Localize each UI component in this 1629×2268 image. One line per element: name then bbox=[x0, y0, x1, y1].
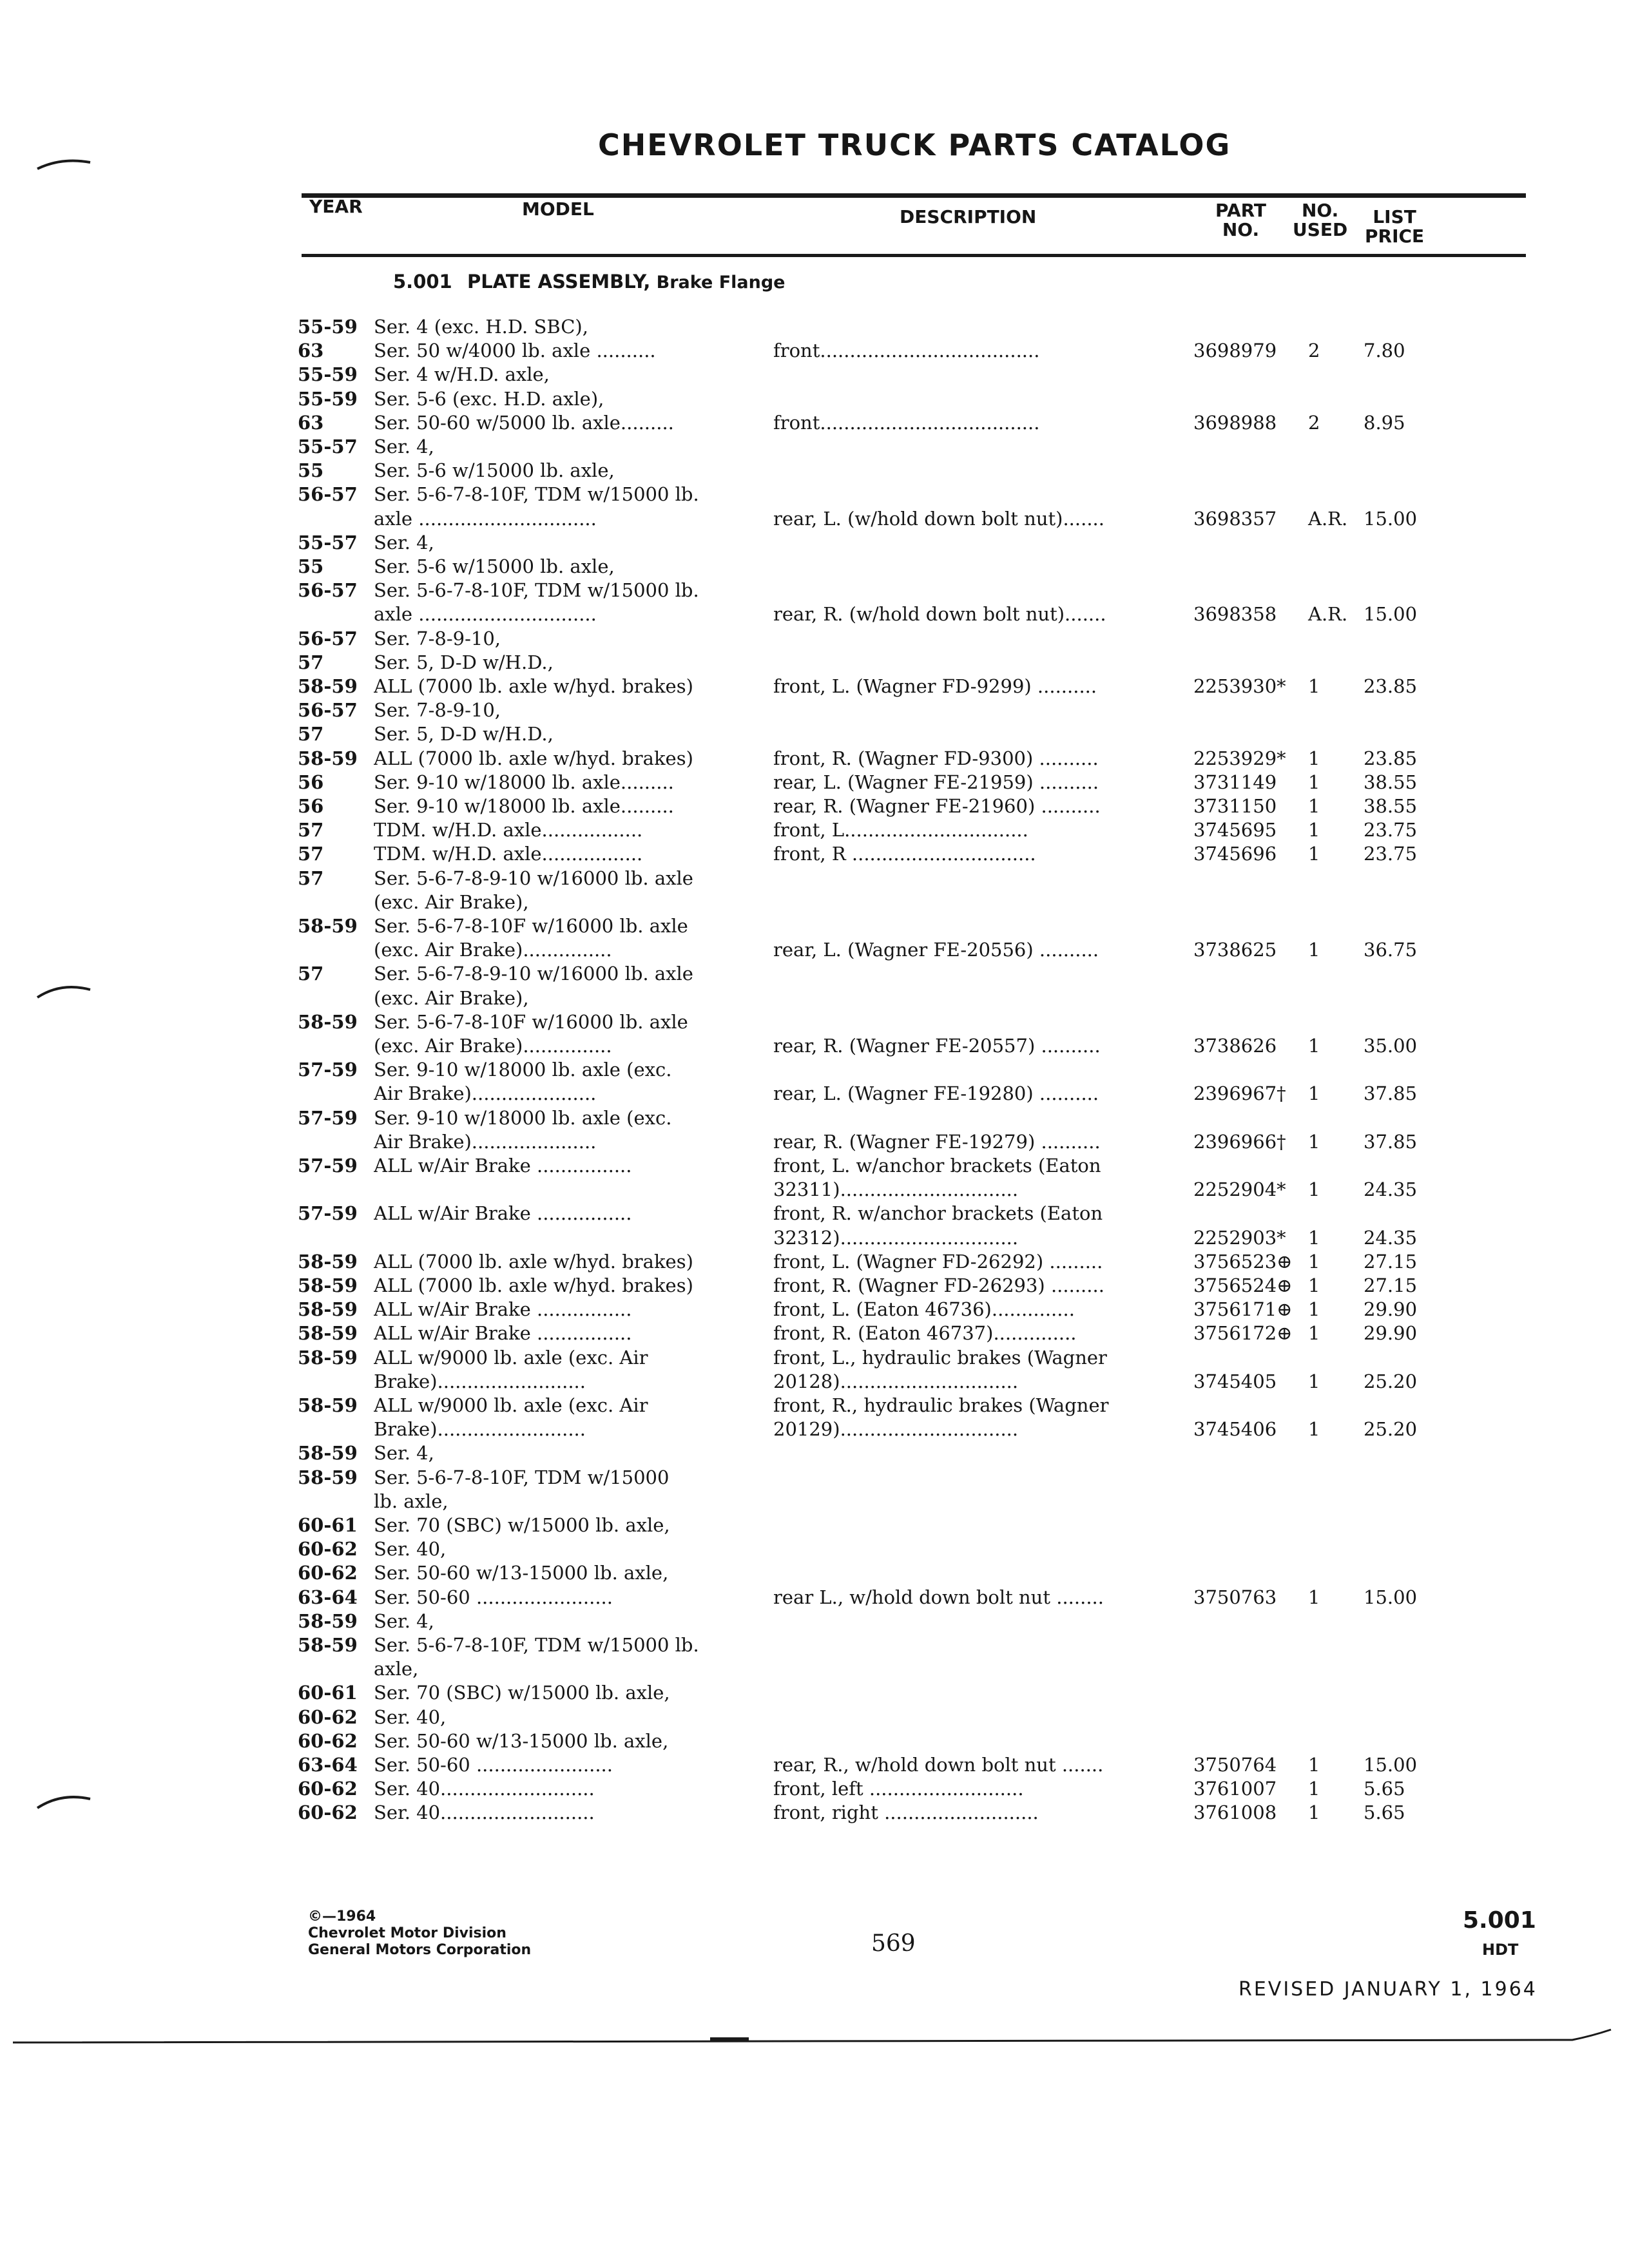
year-cell: 58-59 bbox=[298, 1442, 358, 1465]
year-cell: 55-57 bbox=[298, 531, 358, 553]
description-cell: front, L. (Wagner FD-26292) ......... bbox=[773, 1250, 1103, 1273]
model-cell: Ser. 50-60 ....................... bbox=[374, 1586, 613, 1608]
part-number-cell: 2396967† bbox=[1193, 1082, 1286, 1105]
year-cell: 60-62 bbox=[298, 1538, 358, 1561]
model-cell: Ser. 9-10 w/18000 lb. axle......... bbox=[374, 771, 674, 793]
year-cell: 55-59 bbox=[298, 363, 358, 386]
description-cell: rear, R. (Wagner FE-21960) .......... bbox=[773, 795, 1101, 817]
year-cell: 60-61 bbox=[298, 1514, 358, 1536]
model-cell: Ser. 7-8-9-10, bbox=[374, 699, 501, 722]
year-cell: 58-59 bbox=[298, 1322, 358, 1345]
description-cell: rear, R. (Wagner FE-20557) .......... bbox=[773, 1035, 1101, 1057]
year-cell: 57-59 bbox=[298, 1155, 358, 1177]
part-number-cell: 3698979 bbox=[1193, 340, 1277, 362]
year-cell: 58-59 bbox=[298, 1250, 358, 1273]
list-price-cell: 24.35 bbox=[1364, 1178, 1418, 1201]
list-price-cell: 23.85 bbox=[1364, 675, 1418, 697]
year-cell: 57-59 bbox=[298, 1202, 358, 1225]
list-price-cell: 29.90 bbox=[1364, 1322, 1418, 1345]
list-price-cell: 5.65 bbox=[1364, 1802, 1405, 1824]
year-cell: 58-59 bbox=[298, 1010, 358, 1033]
year-cell: 56-57 bbox=[298, 483, 358, 506]
model-cell: Ser. 5, D-D w/H.D., bbox=[374, 723, 554, 745]
col-header-part-line2: NO. bbox=[1222, 219, 1260, 240]
year-cell: 63 bbox=[298, 411, 324, 434]
part-number-cell: 3756523⊕ bbox=[1193, 1250, 1293, 1273]
model-cell: Ser. 5-6-7-8-10F, TDM w/15000 bbox=[374, 1466, 670, 1488]
year-cell: 58-59 bbox=[298, 1634, 358, 1656]
description-cell: front..................................... bbox=[773, 340, 1040, 362]
model-cell: Ser. 9-10 w/18000 lb. axle (exc. bbox=[374, 1106, 672, 1129]
model-cell: Ser. 50-60 w/13-15000 lb. axle, bbox=[374, 1729, 669, 1752]
margin-mark-middle bbox=[37, 987, 90, 997]
model-cell: ALL w/Air Brake ................ bbox=[374, 1322, 632, 1345]
description-cell: front, right .......................... bbox=[773, 1802, 1039, 1824]
footer-code: HDT bbox=[1482, 1941, 1519, 1959]
year-cell: 58-59 bbox=[298, 1466, 358, 1488]
description-cell: rear, L. (Wagner FE-21959) .......... bbox=[773, 771, 1099, 793]
col-header-used-line2: USED bbox=[1293, 219, 1348, 240]
number-used-cell: 1 bbox=[1308, 1035, 1320, 1057]
description-cell: 32312).............................. bbox=[773, 1226, 1019, 1249]
model-cell: ALL w/9000 lb. axle (exc. Air bbox=[374, 1394, 648, 1416]
number-used-cell: 1 bbox=[1308, 843, 1320, 865]
year-cell: 58-59 bbox=[298, 1610, 358, 1632]
list-price-cell: 23.75 bbox=[1364, 843, 1418, 865]
description-cell: rear, R. (w/hold down bolt nut)....... bbox=[773, 603, 1106, 626]
col-header-description: DESCRIPTION bbox=[900, 206, 1037, 227]
list-price-cell: 38.55 bbox=[1364, 771, 1418, 793]
model-cell: Ser. 5-6-7-8-9-10 w/16000 lb. axle bbox=[374, 867, 693, 889]
part-number-cell: 3750764 bbox=[1193, 1754, 1277, 1776]
year-cell: 57-59 bbox=[298, 1106, 358, 1129]
model-cell: Ser. 4, bbox=[374, 1442, 434, 1465]
year-cell: 60-61 bbox=[298, 1682, 358, 1704]
page-number: 569 bbox=[871, 1930, 916, 1957]
part-number-cell: 3756524⊕ bbox=[1193, 1274, 1293, 1296]
part-number-cell: 3745696 bbox=[1193, 843, 1277, 865]
number-used-cell: 1 bbox=[1308, 1802, 1320, 1824]
footer-section-number: 5.001 bbox=[1463, 1907, 1536, 1934]
model-cell: Ser. 50-60 w/5000 lb. axle......... bbox=[374, 411, 674, 434]
model-cell: Ser. 40.......................... bbox=[374, 1778, 595, 1800]
model-cell: axle .............................. bbox=[374, 507, 597, 530]
year-cell: 58-59 bbox=[298, 675, 358, 697]
model-cell: axle, bbox=[374, 1658, 419, 1680]
list-price-cell: 15.00 bbox=[1364, 507, 1418, 530]
part-number-cell: 2253929* bbox=[1193, 747, 1286, 769]
year-cell: 57 bbox=[298, 819, 324, 841]
year-cell: 58-59 bbox=[298, 915, 358, 937]
description-cell: 20128).............................. bbox=[773, 1370, 1019, 1392]
description-cell: front, L. w/anchor brackets (Eaton bbox=[773, 1155, 1101, 1177]
part-number-cell: 3761007 bbox=[1193, 1778, 1277, 1800]
page-bottom-rule bbox=[13, 2030, 1611, 2042]
year-cell: 57 bbox=[298, 867, 324, 889]
footer-copyright: ©—1964 bbox=[308, 1908, 376, 1925]
part-number-cell: 3756171⊕ bbox=[1193, 1298, 1293, 1321]
year-cell: 60-62 bbox=[298, 1706, 358, 1728]
model-cell: Ser. 5-6-7-8-10F w/16000 lb. axle bbox=[374, 1010, 688, 1033]
number-used-cell: 1 bbox=[1308, 1298, 1320, 1321]
col-header-year: YEAR bbox=[309, 196, 363, 217]
number-used-cell: 1 bbox=[1308, 747, 1320, 769]
part-number-cell: 3738626 bbox=[1193, 1035, 1277, 1057]
model-cell: ALL w/Air Brake ................ bbox=[374, 1298, 632, 1321]
year-cell: 57-59 bbox=[298, 1059, 358, 1081]
model-cell: ALL w/9000 lb. axle (exc. Air bbox=[374, 1346, 648, 1369]
catalog-title: CHEVROLET TRUCK PARTS CATALOG bbox=[598, 128, 1231, 162]
margin-mark-top bbox=[37, 161, 90, 169]
list-price-cell: 7.80 bbox=[1364, 340, 1405, 362]
year-cell: 60-62 bbox=[298, 1802, 358, 1824]
year-cell: 58-59 bbox=[298, 1394, 358, 1416]
part-number-cell: 3745405 bbox=[1193, 1370, 1277, 1392]
list-price-cell: 37.85 bbox=[1364, 1130, 1418, 1153]
year-cell: 63-64 bbox=[298, 1754, 358, 1776]
model-cell: Air Brake)..................... bbox=[374, 1130, 597, 1153]
model-cell: Ser. 5-6-7-8-10F, TDM w/15000 lb. bbox=[374, 1634, 699, 1656]
model-cell: Ser. 5, D-D w/H.D., bbox=[374, 651, 554, 673]
part-number-cell: 3731149 bbox=[1193, 771, 1277, 793]
description-cell: rear, R., w/hold down bolt nut ....... bbox=[773, 1754, 1104, 1776]
model-cell: lb. axle, bbox=[374, 1490, 448, 1512]
part-number-cell: 3745695 bbox=[1193, 819, 1277, 841]
model-cell: Ser. 4 w/H.D. axle, bbox=[374, 363, 550, 386]
model-cell: Ser. 5-6-7-8-10F, TDM w/15000 lb. bbox=[374, 483, 699, 506]
description-cell: front, L., hydraulic brakes (Wagner bbox=[773, 1346, 1107, 1369]
model-cell: Ser. 5-6-7-8-10F, TDM w/15000 lb. bbox=[374, 579, 699, 602]
number-used-cell: 1 bbox=[1308, 1778, 1320, 1800]
model-cell: Ser. 50-60 w/13-15000 lb. axle, bbox=[374, 1562, 669, 1584]
model-cell: Ser. 4 (exc. H.D. SBC), bbox=[374, 316, 588, 338]
col-header-part-line1: PART bbox=[1215, 200, 1267, 221]
margin-mark-bottom bbox=[37, 1797, 90, 1808]
number-used-cell: 1 bbox=[1308, 1250, 1320, 1273]
number-used-cell: 1 bbox=[1308, 795, 1320, 817]
model-cell: ALL (7000 lb. axle w/hyd. brakes) bbox=[374, 675, 693, 697]
year-cell: 56 bbox=[298, 795, 324, 817]
year-cell: 57 bbox=[298, 843, 324, 865]
footer-corporation: General Motors Corporation bbox=[308, 1942, 532, 1958]
year-cell: 60-62 bbox=[298, 1729, 358, 1752]
model-cell: (exc. Air Brake)............... bbox=[374, 1035, 612, 1057]
year-cell: 56 bbox=[298, 771, 324, 793]
year-cell: 63 bbox=[298, 340, 324, 362]
model-cell: Ser. 50-60 ....................... bbox=[374, 1754, 613, 1776]
model-cell: Ser. 9-10 w/18000 lb. axle (exc. bbox=[374, 1059, 672, 1081]
description-cell: front, R. (Wagner FD-9300) .......... bbox=[773, 747, 1099, 769]
list-price-cell: 27.15 bbox=[1364, 1250, 1418, 1273]
year-cell: 60-62 bbox=[298, 1562, 358, 1584]
description-cell: front, R ............................... bbox=[773, 843, 1036, 865]
description-cell: front..................................... bbox=[773, 411, 1040, 434]
number-used-cell: 1 bbox=[1308, 1322, 1320, 1345]
model-cell: Ser. 4, bbox=[374, 531, 434, 553]
list-price-cell: 23.85 bbox=[1364, 747, 1418, 769]
description-cell: front, L. (Eaton 46736).............. bbox=[773, 1298, 1075, 1321]
year-cell: 57 bbox=[298, 723, 324, 745]
footer-division: Chevrolet Motor Division bbox=[308, 1925, 506, 1941]
description-cell: front, left .......................... bbox=[773, 1778, 1024, 1800]
list-price-cell: 37.85 bbox=[1364, 1082, 1418, 1105]
model-cell: Ser. 4, bbox=[374, 1610, 434, 1632]
col-header-used-line1: NO. bbox=[1302, 200, 1339, 221]
list-price-cell: 38.55 bbox=[1364, 795, 1418, 817]
year-cell: 63-64 bbox=[298, 1586, 358, 1608]
list-price-cell: 5.65 bbox=[1364, 1778, 1405, 1800]
number-used-cell: 1 bbox=[1308, 771, 1320, 793]
number-used-cell: 1 bbox=[1308, 1754, 1320, 1776]
year-cell: 56-57 bbox=[298, 699, 358, 722]
model-cell: Ser. 70 (SBC) w/15000 lb. axle, bbox=[374, 1682, 670, 1704]
list-price-cell: 36.75 bbox=[1364, 939, 1418, 961]
part-number-cell: 3761008 bbox=[1193, 1802, 1277, 1824]
description-cell: front, R. (Wagner FD-26293) ......... bbox=[773, 1274, 1104, 1296]
model-cell: (exc. Air Brake), bbox=[374, 986, 529, 1009]
number-used-cell: 2 bbox=[1308, 411, 1320, 434]
year-cell: 57 bbox=[298, 963, 324, 985]
number-used-cell: 1 bbox=[1308, 819, 1320, 841]
section-subname: Brake Flange bbox=[656, 273, 786, 293]
model-cell: ALL (7000 lb. axle w/hyd. brakes) bbox=[374, 1250, 693, 1273]
year-cell: 55 bbox=[298, 555, 324, 577]
description-cell: front, R. (Eaton 46737).............. bbox=[773, 1322, 1077, 1345]
model-cell: Ser. 50 w/4000 lb. axle .......... bbox=[374, 340, 656, 362]
part-number-cell: 2252904* bbox=[1193, 1178, 1286, 1201]
model-cell: Ser. 70 (SBC) w/15000 lb. axle, bbox=[374, 1514, 670, 1536]
section-number: 5.001 bbox=[393, 271, 452, 293]
model-cell: Ser. 5-6 w/15000 lb. axle, bbox=[374, 555, 615, 577]
model-cell: Ser. 4, bbox=[374, 436, 434, 457]
year-cell: 57 bbox=[298, 651, 324, 673]
description-cell: front, R., hydraulic brakes (Wagner bbox=[773, 1394, 1109, 1416]
number-used-cell: 1 bbox=[1308, 1178, 1320, 1201]
model-cell: ALL (7000 lb. axle w/hyd. brakes) bbox=[374, 747, 693, 769]
part-number-cell: 2396966† bbox=[1193, 1130, 1286, 1153]
year-cell: 55-57 bbox=[298, 436, 358, 457]
model-cell: Ser. 5-6-7-8-9-10 w/16000 lb. axle bbox=[374, 963, 693, 985]
year-cell: 56-57 bbox=[298, 627, 358, 649]
list-price-cell: 35.00 bbox=[1364, 1035, 1418, 1057]
model-cell: (exc. Air Brake)............... bbox=[374, 939, 612, 961]
col-header-price-line2: PRICE bbox=[1365, 226, 1425, 247]
description-cell: front, R. w/anchor brackets (Eaton bbox=[773, 1202, 1103, 1225]
part-number-cell: 3731150 bbox=[1193, 795, 1277, 817]
year-cell: 55 bbox=[298, 459, 324, 482]
revised-date: REVISED JANUARY 1, 1964 bbox=[1239, 1978, 1537, 2001]
year-cell: 58-59 bbox=[298, 1274, 358, 1296]
list-price-cell: 15.00 bbox=[1364, 1586, 1418, 1608]
col-header-price-line1: LIST bbox=[1373, 206, 1416, 227]
section-name: PLATE ASSEMBLY, bbox=[467, 271, 651, 293]
number-used-cell: 1 bbox=[1308, 1586, 1320, 1608]
part-number-cell: 2252903* bbox=[1193, 1226, 1286, 1249]
model-cell: ALL (7000 lb. axle w/hyd. brakes) bbox=[374, 1274, 693, 1296]
model-cell: axle .............................. bbox=[374, 603, 597, 626]
year-cell: 55-59 bbox=[298, 316, 358, 338]
model-cell: Ser. 5-6 w/15000 lb. axle, bbox=[374, 459, 615, 482]
part-number-cell: 3698358 bbox=[1193, 603, 1277, 626]
year-cell: 58-59 bbox=[298, 1346, 358, 1369]
model-cell: Ser. 40, bbox=[374, 1538, 447, 1561]
description-cell: front, L. (Wagner FD-9299) .......... bbox=[773, 675, 1097, 697]
list-price-cell: 15.00 bbox=[1364, 603, 1418, 626]
model-cell: Ser. 9-10 w/18000 lb. axle......... bbox=[374, 795, 674, 817]
number-used-cell: 1 bbox=[1308, 1370, 1320, 1392]
list-price-cell: 24.35 bbox=[1364, 1226, 1418, 1249]
model-cell: Ser. 40, bbox=[374, 1706, 447, 1728]
col-header-model: MODEL bbox=[522, 198, 594, 220]
model-cell: Brake)......................... bbox=[374, 1370, 586, 1392]
year-cell: 56-57 bbox=[298, 579, 358, 602]
list-price-cell: 15.00 bbox=[1364, 1754, 1418, 1776]
model-cell: ALL w/Air Brake ................ bbox=[374, 1202, 632, 1225]
part-number-cell: 3698357 bbox=[1193, 507, 1277, 530]
part-number-cell: 3738625 bbox=[1193, 939, 1277, 961]
model-cell: Ser. 7-8-9-10, bbox=[374, 627, 501, 649]
description-cell: front, L............................... bbox=[773, 819, 1028, 841]
model-cell: Ser. 5-6 (exc. H.D. axle), bbox=[374, 387, 604, 410]
part-number-cell: 3745406 bbox=[1193, 1418, 1277, 1441]
part-number-cell: 3698988 bbox=[1193, 411, 1277, 434]
number-used-cell: 1 bbox=[1308, 1226, 1320, 1249]
description-cell: rear, R. (Wagner FE-19279) .......... bbox=[773, 1130, 1101, 1153]
part-number-cell: 3756172⊕ bbox=[1193, 1322, 1293, 1345]
model-cell: Brake)......................... bbox=[374, 1418, 586, 1441]
model-cell: Air Brake)..................... bbox=[374, 1082, 597, 1105]
model-cell: ALL w/Air Brake ................ bbox=[374, 1155, 632, 1177]
description-cell: 20129).............................. bbox=[773, 1418, 1019, 1441]
number-used-cell: 2 bbox=[1308, 340, 1320, 362]
list-price-cell: 25.20 bbox=[1364, 1418, 1418, 1441]
model-cell: TDM. w/H.D. axle................. bbox=[374, 819, 643, 841]
number-used-cell: 1 bbox=[1308, 939, 1320, 961]
year-cell: 58-59 bbox=[298, 1298, 358, 1321]
number-used-cell: 1 bbox=[1308, 1130, 1320, 1153]
year-cell: 60-62 bbox=[298, 1778, 358, 1800]
list-price-cell: 25.20 bbox=[1364, 1370, 1418, 1392]
year-cell: 55-59 bbox=[298, 387, 358, 410]
model-cell: (exc. Air Brake), bbox=[374, 890, 529, 913]
description-cell: 32311).............................. bbox=[773, 1178, 1019, 1201]
number-used-cell: 1 bbox=[1308, 675, 1320, 697]
description-cell: rear, L. (Wagner FE-19280) .......... bbox=[773, 1082, 1099, 1105]
model-cell: Ser. 40.......................... bbox=[374, 1802, 595, 1824]
part-number-cell: 2253930* bbox=[1193, 675, 1286, 697]
bottom-rule-mark bbox=[710, 2037, 749, 2041]
number-used-cell: 1 bbox=[1308, 1274, 1320, 1296]
description-cell: rear L., w/hold down bolt nut ........ bbox=[773, 1586, 1104, 1608]
year-cell: 58-59 bbox=[298, 747, 358, 769]
number-used-cell: A.R. bbox=[1308, 507, 1348, 530]
part-number-cell: 3750763 bbox=[1193, 1586, 1277, 1608]
description-cell: rear, L. (w/hold down bolt nut)....... bbox=[773, 507, 1104, 530]
model-cell: Ser. 5-6-7-8-10F w/16000 lb. axle bbox=[374, 915, 688, 937]
model-cell: TDM. w/H.D. axle................. bbox=[374, 843, 643, 865]
list-price-cell: 27.15 bbox=[1364, 1274, 1418, 1296]
number-used-cell: 1 bbox=[1308, 1082, 1320, 1105]
list-price-cell: 29.90 bbox=[1364, 1298, 1418, 1321]
description-cell: rear, L. (Wagner FE-20556) .......... bbox=[773, 939, 1099, 961]
number-used-cell: A.R. bbox=[1308, 603, 1348, 626]
list-price-cell: 8.95 bbox=[1364, 411, 1405, 434]
number-used-cell: 1 bbox=[1308, 1418, 1320, 1441]
list-price-cell: 23.75 bbox=[1364, 819, 1418, 841]
